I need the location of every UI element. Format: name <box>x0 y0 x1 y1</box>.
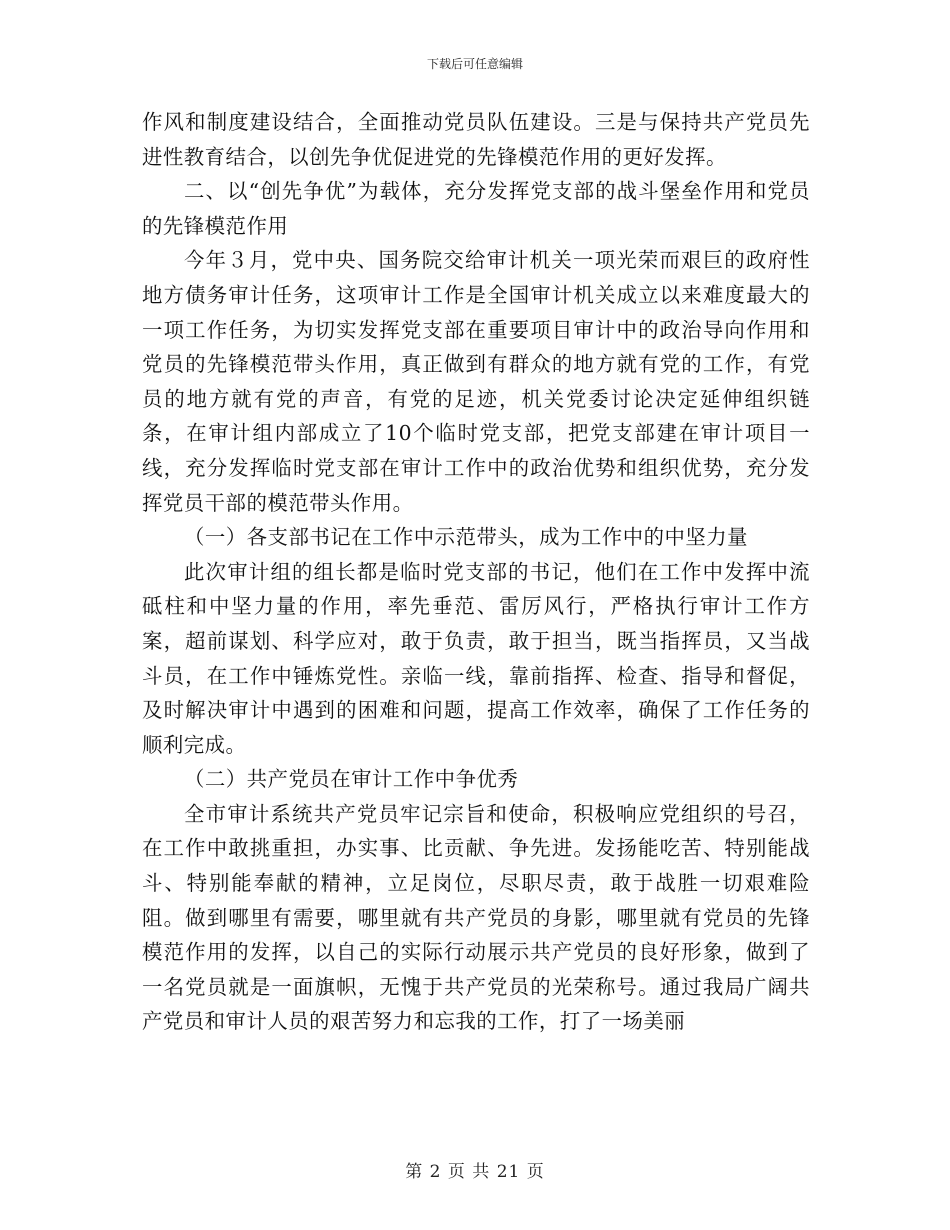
paragraph-continued: 作风和制度建设结合，全面推动党员队伍建设。三是与保持共产党员先进性教育结合，以创先争优促进党的先锋模范作用的更好发挥。 <box>142 110 810 169</box>
document-body <box>142 105 810 1039</box>
page-number-footer: 第 2 页 共 21 页 <box>405 1162 545 1182</box>
subsection-heading: （二）共产党员在审计工作中争优秀 <box>184 767 519 792</box>
section-heading: 二、以“创先争优”为载体，充分发挥党支部的战斗堡垒作用和党员的先锋模范作用 <box>142 179 810 238</box>
paragraph: 今年３月，党中央、国务院交给审计机关一项光荣而艰巨的政府性地方债务审计任务，这项审计工作是全国审计机关成立以来难度最大的一项工作任务，为切实发挥党支部在重要项目审计中的政治导向作用和党员的先锋模范带头作用，真正做到有群众的地方就有党的工作，有党员的地方就有党的声音，有党的足迹，机关党委讨论决定延伸组织链条，在审计组内部成立了10个临时党支部，把党支部建在审计项目一线，充分发挥临时党支部在审计工作中的政治优势和组织优势，充分发挥党员干部的模范带头作用。 <box>142 248 810 515</box>
paragraph: 此次审计组的组长都是临时党支部的书记，他们在工作中发挥中流砥柱和中坚力量的作用，率先垂范、雷厉风行，严格执行审计工作方案，超前谋划、科学应对，敢于负责，敢于担当，既当指挥员，又当战斗员，在工作中锤炼党性。亲临一线，靠前指挥、检查、指导和督促，及时解决审计中遇到的困难和问题，提高工作效率，确保了工作任务的顺利完成。 <box>142 559 810 757</box>
subsection-heading: （一）各支部书记在工作中示范带头，成为工作中的中坚力量 <box>184 525 749 550</box>
paragraph: 全市审计系统共产党员牢记宗旨和使命，积极响应党组织的号召，在工作中敢挑重担，办实事、比贡献、争先进。发扬能吃苦、特别能战斗、特别能奉献的精神，立足岗位，尽职尽责，敢于战胜一切艰难险阻。做到哪里有需要，哪里就有共产党员的身影，哪里就有党员的先锋模范作用的发挥，以自己的实际行动展示共产党员的良好形象，做到了一名党员就是一面旗帜，无愧于共产党员的光荣称号。通过我局广阔共产党员和审计人员的艰苦努力和忘我的工作，打了一场美丽 <box>142 801 810 1034</box>
page-header-note: 下载后可任意编辑 <box>426 57 523 71</box>
